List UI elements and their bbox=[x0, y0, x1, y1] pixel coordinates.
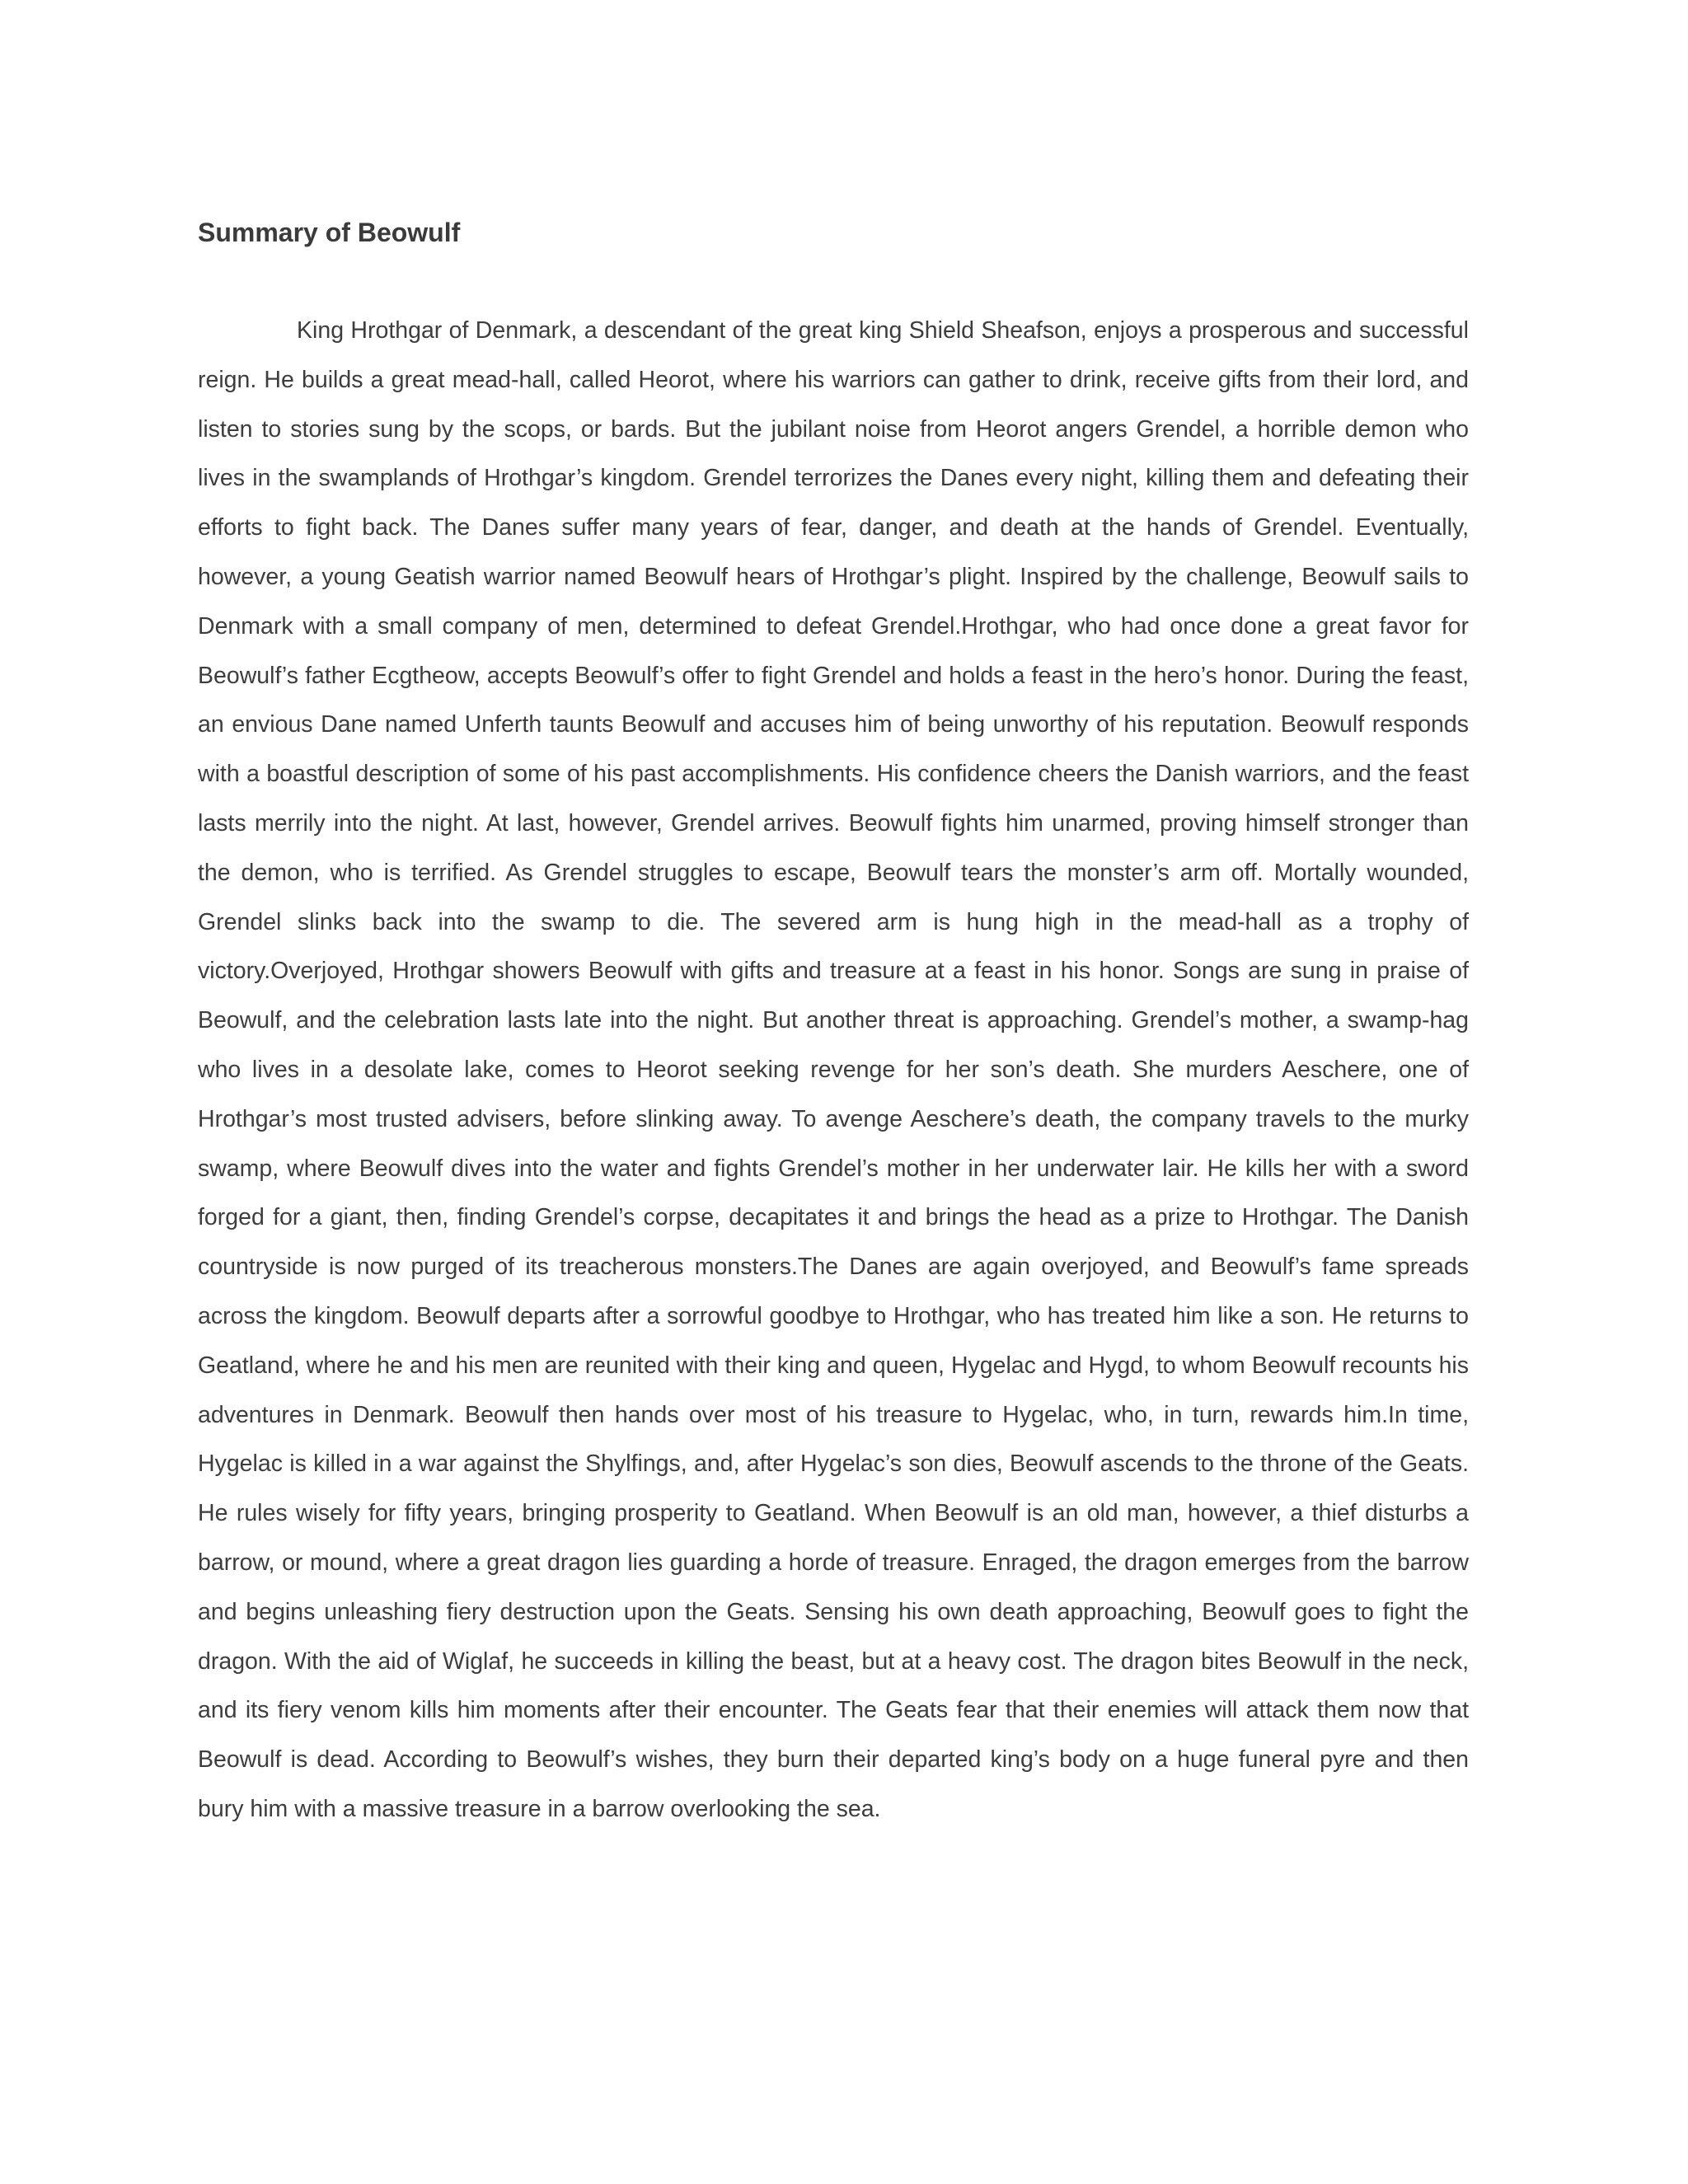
document-title: Summary of Beowulf bbox=[198, 218, 461, 247]
summary-paragraph: King Hrothgar of Denmark, a descendant of the great king Shield Sheafson, enjoys a prosperous and successful reign. He builds a great mead-hall, called Heorot, where his warriors can gather to drink, receive gifts from their lord, and listen to stories sung by the scops, or bards. But the jubilant noise from Heorot angers Grendel, a horrible demon who lives in the swamplands of Hrothgar’s kingdom. Grendel terrorizes the Danes every night, killing them and defeating their efforts to fight back. The Danes suffer many years of fear, danger, and death at the hands of Grendel. Eventually, however, a young Geatish warrior named Beowulf hears of Hrothgar’s plight. Inspired by the challenge, Beowulf sails to Denmark with a small company of men, determined to defeat Grendel.Hrothgar, who had once done a great favor for Beowulf’s father Ecgtheow, accepts Beowulf’s offer to fight Grendel and holds a feast in the hero’s honor. During the feast, an envious Dane named Unferth taunts Beowulf and accuses him of being unworthy of his reputation. Beowulf responds with a boastful description of some of his past accomplishments. His confidence cheers the Danish warriors, and the feast lasts merrily into the night. At last, however, Grendel arrives. Beowulf fights him unarmed, proving himself stronger than the demon, who is terrified. As Grendel struggles to escape, Beowulf tears the monster’s arm off. Mortally wounded, Grendel slinks back into the swamp to die. The severed arm is hung high in the mead-hall as a trophy of victory.Overjoyed, Hrothgar showers Beowulf with gifts and treasure at a feast in his honor. Songs are sung in praise of Beowulf, and the celebration lasts late into the night. But another threat is approaching. Grendel’s mother, a swamp-hag who lives in a desolate lake, comes to Heorot seeking revenge for her son’s death. She murders Aeschere, one of Hrothgar’s most trusted advisers, before slinking away. To avenge Aeschere’s death, the company travels to the murky swamp, where Beowulf dives into the water and fights Grendel’s mother in her underwater lair. He kills her with a sword forged for a giant, then, finding Grendel’s corpse, decapitates it and brings the head as a prize to Hrothgar. The Danish countryside is now purged of its treacherous monsters.The Danes are again overjoyed, and Beowulf’s fame spreads across the kingdom. Beowulf departs after a sorrowful goodbye to Hrothgar, who has treated him like a son. He returns to Geatland, where he and his men are reunited with their king and queen, Hygelac and Hygd, to whom Beowulf recounts his adventures in Denmark. Beowulf then hands over most of his treasure to Hygelac, who, in turn, rewards him.In time, Hygelac is killed in a war against the Shylfings, and, after Hygelac’s son dies, Beowulf ascends to the throne of the Geats. He rules wisely for fifty years, bringing prosperity to Geatland. When Beowulf is an old man, however, a thief disturbs a barrow, or mound, where a great dragon lies guarding a horde of treasure. Enraged, the dragon emerges from the barrow and begins unleashing fiery destruction upon the Geats. Sensing his own death approaching, Beowulf goes to fight the dragon. With the aid of Wiglaf, he succeeds in killing the beast, but at a heavy cost. The dragon bites Beowulf in the neck, and its fiery venom kills him moments after their encounter. The Geats fear that their enemies will attack them now that Beowulf is dead. According to Beowulf’s wishes, they burn their departed king’s body on a huge funeral pyre and then bury him with a massive treasure in a barrow overlooking the sea. bbox=[198, 317, 1469, 1822]
